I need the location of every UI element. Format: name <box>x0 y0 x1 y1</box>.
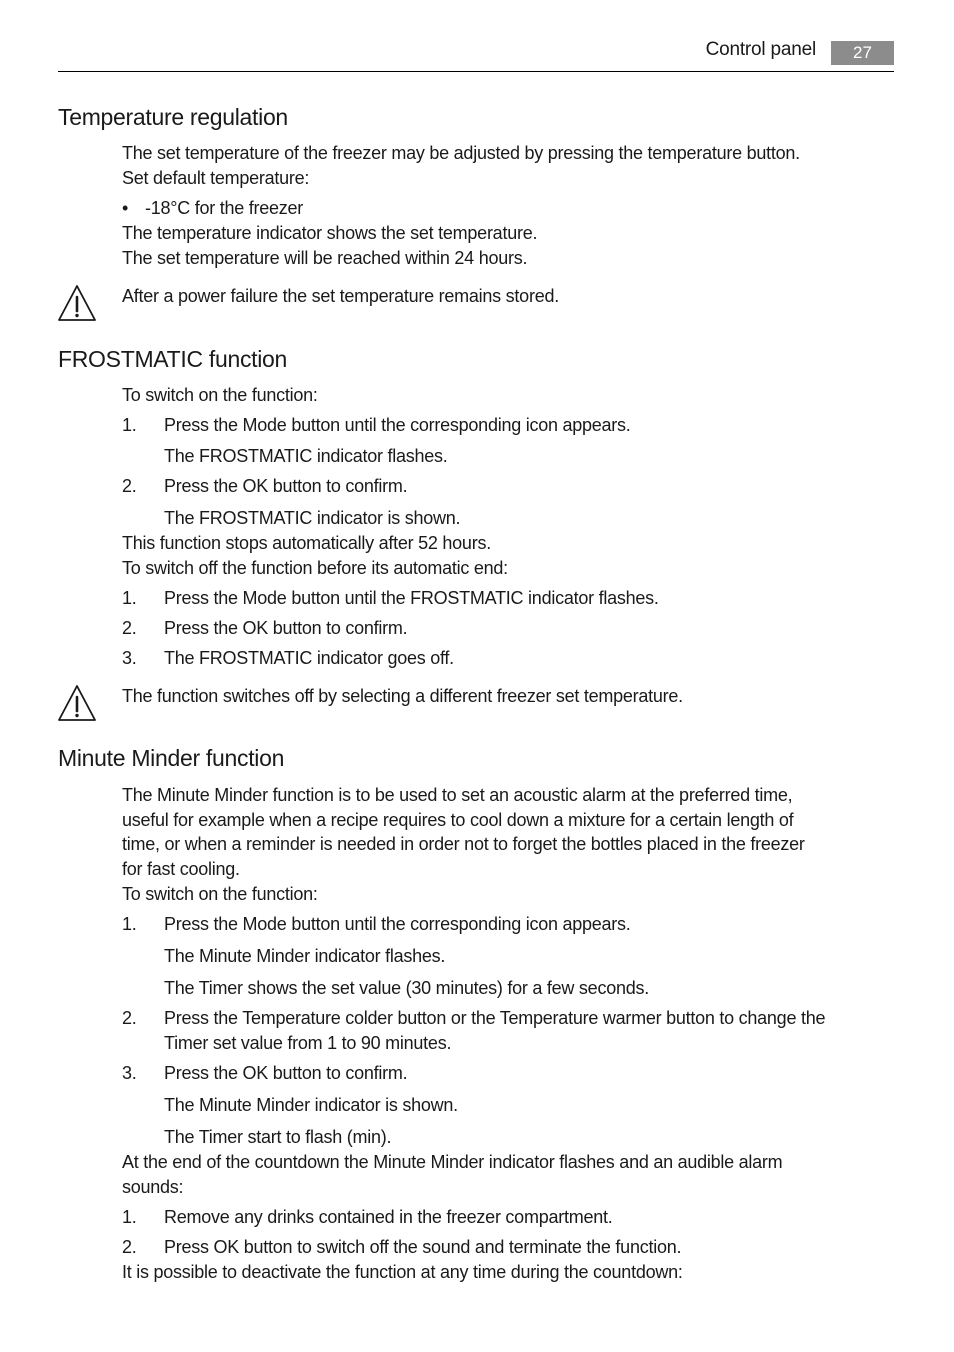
minute-step-1-text: Press the Mode button until the corresponding icon appears. <box>164 914 631 934</box>
minute-step-1-result-2: The Timer shows the set value (30 minutes) for a few seconds. <box>164 978 649 998</box>
header-section-title: Control panel <box>705 39 816 60</box>
frost-on-step-1-result: The FROSTMATIC indicator flashes. <box>164 446 448 466</box>
temp-bullet-marker: • <box>122 198 129 218</box>
frost-paragraph-1: This function stops automatically after 52 hours. <box>122 533 491 553</box>
minute-end-line-2: sounds: <box>122 1177 184 1197</box>
frost-off-step-2-text: Press the OK button to confirm. <box>164 618 408 638</box>
temp-paragraph-2: Set default temperature: <box>122 168 310 188</box>
minute-step-1-number: 1. <box>122 914 137 934</box>
frost-off-step-1-number: 1. <box>122 588 137 608</box>
warning-icon <box>57 684 97 722</box>
frostmatic-heading: FROSTMATIC function <box>58 346 288 372</box>
minute-para-line-3: time, or when a reminder is needed in order not to forget the bottles placed in the freezer <box>122 834 805 854</box>
minute-step-3-result-1: The Minute Minder indicator is shown. <box>164 1095 458 1115</box>
minute-end-step-1-text: Remove any drinks contained in the freezer compartment. <box>164 1207 613 1227</box>
minute-intro: To switch on the function: <box>122 884 318 904</box>
minute-step-2-line-2: Timer set value from 1 to 90 minutes. <box>164 1033 452 1053</box>
frost-on-step-1-text: Press the Mode button until the corresponding icon appears. <box>164 415 631 435</box>
minute-end-line-1: At the end of the countdown the Minute Minder indicator flashes and an audible alarm <box>122 1152 783 1172</box>
minute-step-2-line-1: Press the Temperature colder button or the Temperature warmer button to change the <box>164 1008 826 1028</box>
temp-paragraph-3: The temperature indicator shows the set temperature. <box>122 223 538 243</box>
warning-icon <box>57 284 97 322</box>
minute-para-line-1: The Minute Minder function is to be used to set an acoustic alarm at the preferred time, <box>122 785 793 805</box>
minute-end-step-2-text: Press OK button to switch off the sound and terminate the function. <box>164 1237 682 1257</box>
minute-minder-heading: Minute Minder function <box>58 745 285 771</box>
minute-para-line-4: for fast cooling. <box>122 859 240 879</box>
minute-step-2-number: 2. <box>122 1008 137 1028</box>
minute-end-step-1-number: 1. <box>122 1207 137 1227</box>
minute-para-line-2: useful for example when a recipe requires to cool down a mixture for a certain length of <box>122 810 794 830</box>
frost-intro: To switch on the function: <box>122 385 318 405</box>
frost-off-step-3-number: 3. <box>122 648 137 668</box>
minute-step-3-result-2: The Timer start to flash (min). <box>164 1127 392 1147</box>
minute-step-3-number: 3. <box>122 1063 137 1083</box>
page-header <box>58 38 894 72</box>
frost-warning-text: The function switches off by selecting a different freezer set temperature. <box>122 686 683 706</box>
page-number: 27 <box>831 41 894 65</box>
minute-step-3-text: Press the OK button to confirm. <box>164 1063 408 1083</box>
frost-off-step-2-number: 2. <box>122 618 137 638</box>
temp-bullet-text: -18°C for the freezer <box>145 198 304 218</box>
frost-on-step-2-number: 2. <box>122 476 137 496</box>
frost-paragraph-2: To switch off the function before its automatic end: <box>122 558 508 578</box>
frost-off-step-3-text: The FROSTMATIC indicator goes off. <box>164 648 454 668</box>
temp-paragraph-4: The set temperature will be reached within 24 hours. <box>122 248 528 268</box>
temp-warning-text: After a power failure the set temperature remains stored. <box>122 286 559 306</box>
minute-last-line: It is possible to deactivate the function at any time during the countdown: <box>122 1262 683 1282</box>
frost-on-step-1-number: 1. <box>122 415 137 435</box>
minute-end-step-2-number: 2. <box>122 1237 137 1257</box>
temp-paragraph-1: The set temperature of the freezer may be adjusted by pressing the temperature button. <box>122 143 800 163</box>
temperature-regulation-heading: Temperature regulation <box>58 104 288 130</box>
minute-step-1-result-1: The Minute Minder indicator flashes. <box>164 946 446 966</box>
frost-on-step-2-result: The FROSTMATIC indicator is shown. <box>164 508 461 528</box>
frost-off-step-1-text: Press the Mode button until the FROSTMATIC indicator flashes. <box>164 588 659 608</box>
frost-on-step-2-text: Press the OK button to confirm. <box>164 476 408 496</box>
